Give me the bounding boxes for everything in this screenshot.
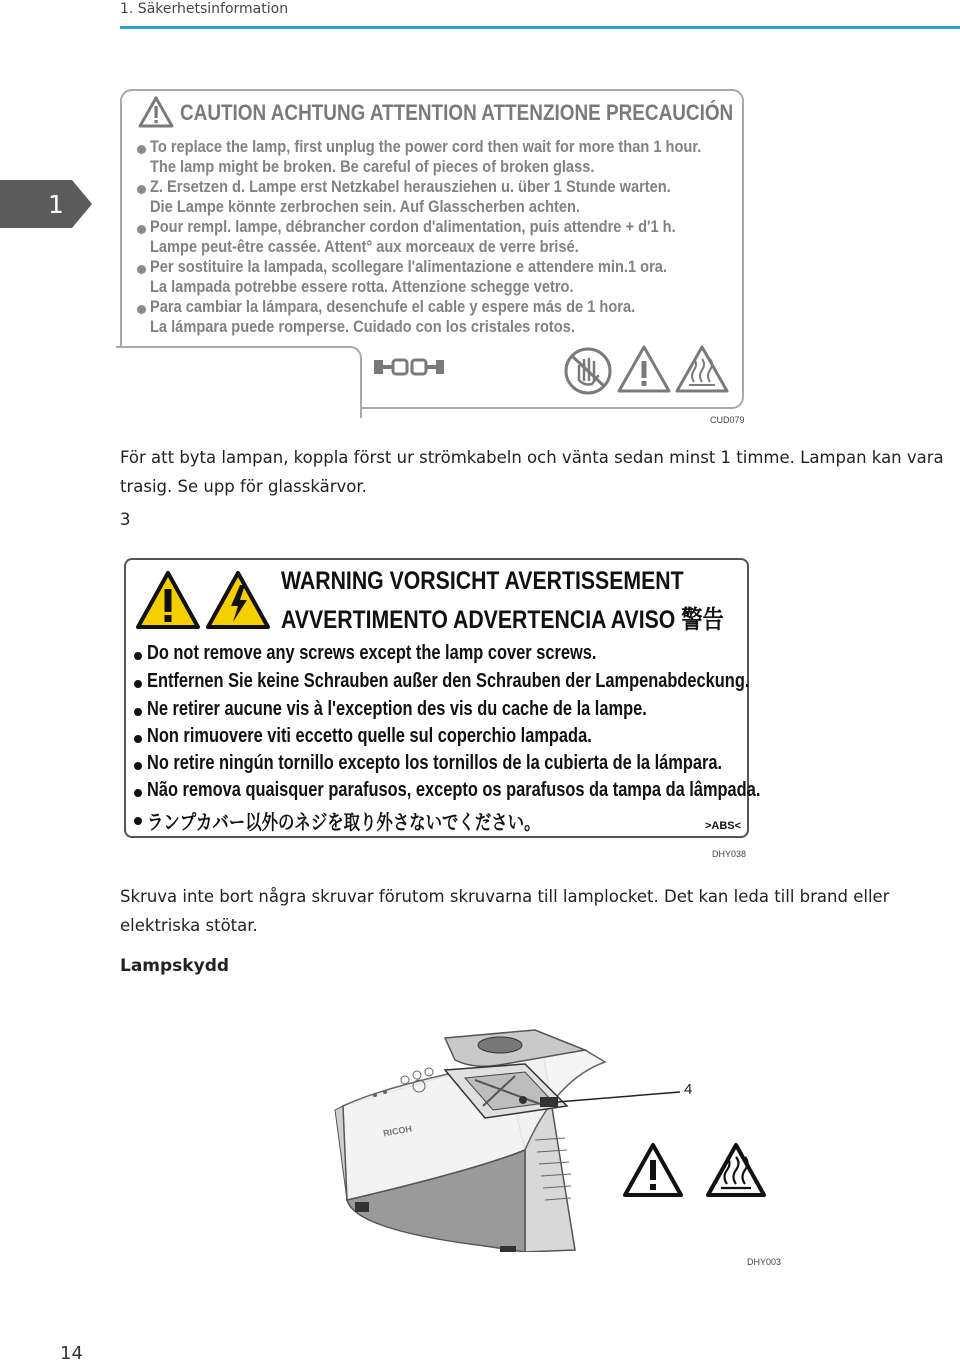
figure-code: CUD079: [710, 415, 745, 425]
paragraph: För att byta lampan, koppla först ur strömkabeln och vänta sedan minst 1 timme. Lampan kan vara trasig. Se upp för glasskärvor.: [120, 448, 944, 496]
caution-triangle-icon: [138, 96, 174, 128]
caution-line: La lámpara puede romperse. Cuidado con los cristales rotos.: [150, 317, 575, 336]
warning-line: Do not remove any screws except the lamp cover screws.: [147, 642, 597, 664]
warning-line: Entfernen Sie keine Schrauben außer den Schrauben der Lampenabdeckung.: [147, 670, 750, 692]
warning-heading-line2: AVVERTIMENTO ADVERTENCIA AVISO 警告: [281, 606, 724, 634]
running-header: 1. Säkerhetsinformation: [120, 1, 289, 17]
caution-line: La lampada potrebbe essere rotta. Attenzione schegge vetro.: [150, 277, 574, 296]
bullet-dot: [134, 652, 142, 660]
warning-line: No retire ningún tornillo excepto los tornillos de la cubierta de la lámpara.: [147, 752, 723, 774]
warning-triangle-icon: [622, 1142, 684, 1198]
bullet-dot: [134, 735, 142, 743]
page-number: 14: [60, 1343, 83, 1364]
no-touch-hand-icon: [562, 346, 614, 396]
warning-line: Non rimuovere viti eccetto quelle sul coperchio lampada.: [147, 725, 592, 747]
bullet-dot: [134, 762, 142, 770]
caution-line: Pour rempl. lampe, débrancher cordon d'alimentation, puis attendre + d'1 h.: [150, 217, 676, 236]
caution-line: Per sostituire la lampada, scollegare l'alimentazione e attendere min.1 ora.: [150, 257, 667, 276]
warning-line: Não remova quaisquer parafusos, excepto os parafusos da tampa da lâmpada.: [147, 779, 761, 801]
caution-label-notch: [116, 346, 362, 418]
bullet-dot: [137, 145, 146, 154]
hot-surface-icon: [674, 344, 730, 394]
subheading: Lampskydd: [120, 956, 230, 976]
bullet-dot: [137, 265, 146, 274]
chapter-tab: [0, 180, 92, 228]
caution-line: Para cambiar la lámpara, desenchufe el cable y espere más de 1 hora.: [150, 297, 636, 316]
material-mark: >ABS<: [705, 820, 742, 832]
caution-line: Z. Ersetzen d. Lampe erst Netzkabel herausziehen u. über 1 Stunde warten.: [150, 177, 671, 196]
bullet-dot: [134, 680, 142, 688]
warning-line: Ne retirer aucune vis à l'exception des vis du cache de la lampe.: [147, 698, 647, 720]
caution-line: To replace the lamp, first unplug the power cord then wait for more than 1 hour.: [150, 137, 702, 156]
warning-line: ランプカバー以外のネジを取り外さないでください。: [147, 812, 541, 834]
caution-line: Die Lampe könnte zerbrochen sein. Auf Glasscherben achten.: [150, 197, 581, 216]
bullet-dot: [134, 789, 142, 797]
bullet-dot: [137, 305, 146, 314]
caution-line: Lampe peut-être cassée. Attent° aux morceaux de verre brisé.: [150, 237, 579, 256]
figure-code: DHY038: [712, 849, 747, 859]
bullet-dot: [137, 225, 146, 234]
chapter-number: 1: [48, 190, 64, 219]
callout-number: 4: [684, 1081, 693, 1098]
caution-heading: CAUTION ACHTUNG ATTENTION ATTENZIONE PRECAUCIÓN: [180, 100, 734, 125]
item-number: 3: [120, 510, 131, 529]
hot-surface-icon: [705, 1142, 767, 1198]
figure-code: DHY003: [747, 1257, 782, 1267]
unplug-symbol-icon: [372, 356, 446, 378]
bullet-dot: [134, 708, 142, 716]
caution-line: The lamp might be broken. Be careful of pieces of broken glass.: [150, 157, 595, 176]
bullet-dot: [134, 817, 142, 825]
warning-triangle-icon: [135, 570, 201, 630]
header-rule: [120, 26, 960, 29]
warning-heading-line1: WARNING VORSICHT AVERTISSEMENT: [281, 567, 684, 595]
electric-shock-icon: [205, 570, 271, 630]
brand-logo: RICOH: [382, 1123, 413, 1139]
bullet-dot: [137, 185, 146, 194]
warning-triangle-icon: [616, 344, 672, 394]
paragraph: Skruva inte bort några skruvar förutom skruvarna till lamplocket. Det kan leda till brand eller elektriska stötar.: [120, 887, 890, 935]
